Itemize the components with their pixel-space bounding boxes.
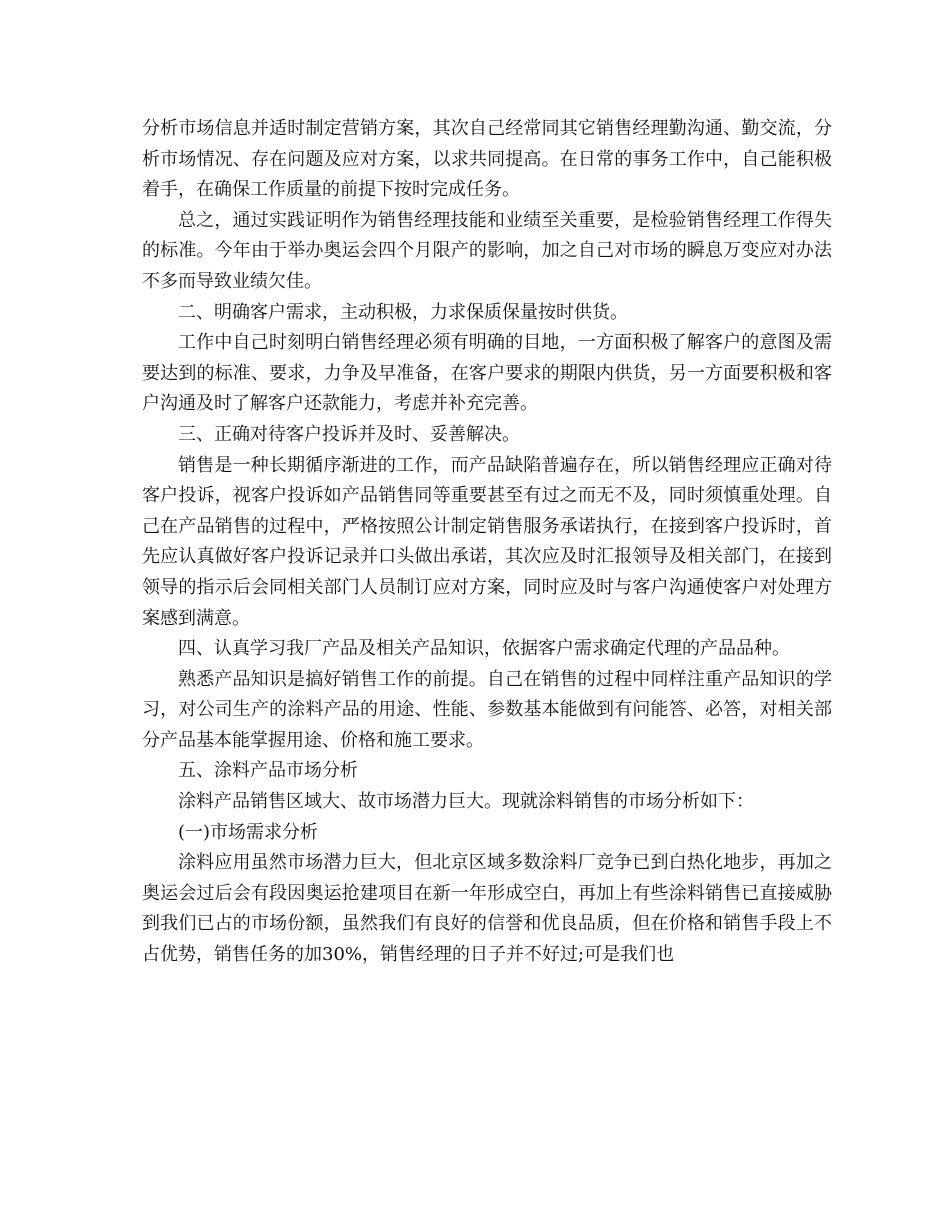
paragraph-2: 总之，通过实践证明作为销售经理技能和业绩至关重要，是检验销售经理工作得失的标准。今年由于举办奥运会四个月限产的影响，加之自己对市场的瞬息万变应对办法不多而导致业绩欠佳。 [142,209,832,292]
paragraph-3: 工作中自己时刻明白销售经理必须有明确的目地，一方面积极了解客户的意图及需要达到的标准、要求，力争及早准备，在客户要求的期限内供货，另一方面要积极和客户沟通及时了解客户还款能力，考虑并补充完善。 [142,332,832,415]
paragraph-7: 涂料应用虽然市场潜力巨大，但北京区域多数涂料厂竞争已到白热化地步，再加之奥运会过后会有段因奥运抢建项目在新一年形成空白，再加上有些涂料销售已直接威胁到我们已占的市场份额，虽然我们有良好的信誉和优良品质，但在价格和销售手段上不占优势，销售任务的加30%，销售经理的日子并不好过;可是我们也 [142,852,832,966]
subsection-heading-1: (一)市场需求分析 [178,821,319,843]
section-heading-3: 三、正确对待客户投诉并及时、妥善解决。 [178,423,520,445]
section-heading-5: 五、涂料产品市场分析 [178,760,358,782]
section-heading-4: 四、认真学习我厂产品及相关产品知识，依据客户需求确定代理的产品品种。 [178,638,790,660]
paragraph-5: 熟悉产品知识是搞好销售工作的前提。自己在销售的过程中同样注重产品知识的学习，对公司生产的涂料产品的用途、性能、参数基本能做到有问能答、必答，对相关部分产品基本能掌握用途、价格和施工要求。 [142,668,832,751]
document-body [142,114,832,971]
section-heading-2: 二、明确客户需求，主动积极，力求保质保量按时供货。 [178,301,628,323]
paragraph-6: 涂料产品销售区域大、故市场潜力巨大。现就涂料销售的市场分析如下： [178,791,754,813]
paragraph-1: 分析市场信息并适时制定营销方案，其次自己经常同其它销售经理勤沟通、勤交流，分析市场情况、存在问题及应对方案，以求共同提高。在日常的事务工作中，自己能积极着手，在确保工作质量的前提下按时完成任务。 [142,118,832,201]
paragraph-4: 销售是一种长期循序渐进的工作，而产品缺陷普遍存在，所以销售经理应正确对待客户投诉，视客户投诉如产品销售同等重要甚至有过之而无不及，同时须慎重处理。自己在产品销售的过程中，严格按照公计制定销售服务承诺执行，在接到客户投诉时，首先应认真做好客户投诉记录并口头做出承诺，其次应及时汇报领导及相关部门，在接到领导的指示后会同相关部门人员制订应对方案，同时应及时与客户沟通使客户对处理方案感到满意。 [142,454,832,629]
